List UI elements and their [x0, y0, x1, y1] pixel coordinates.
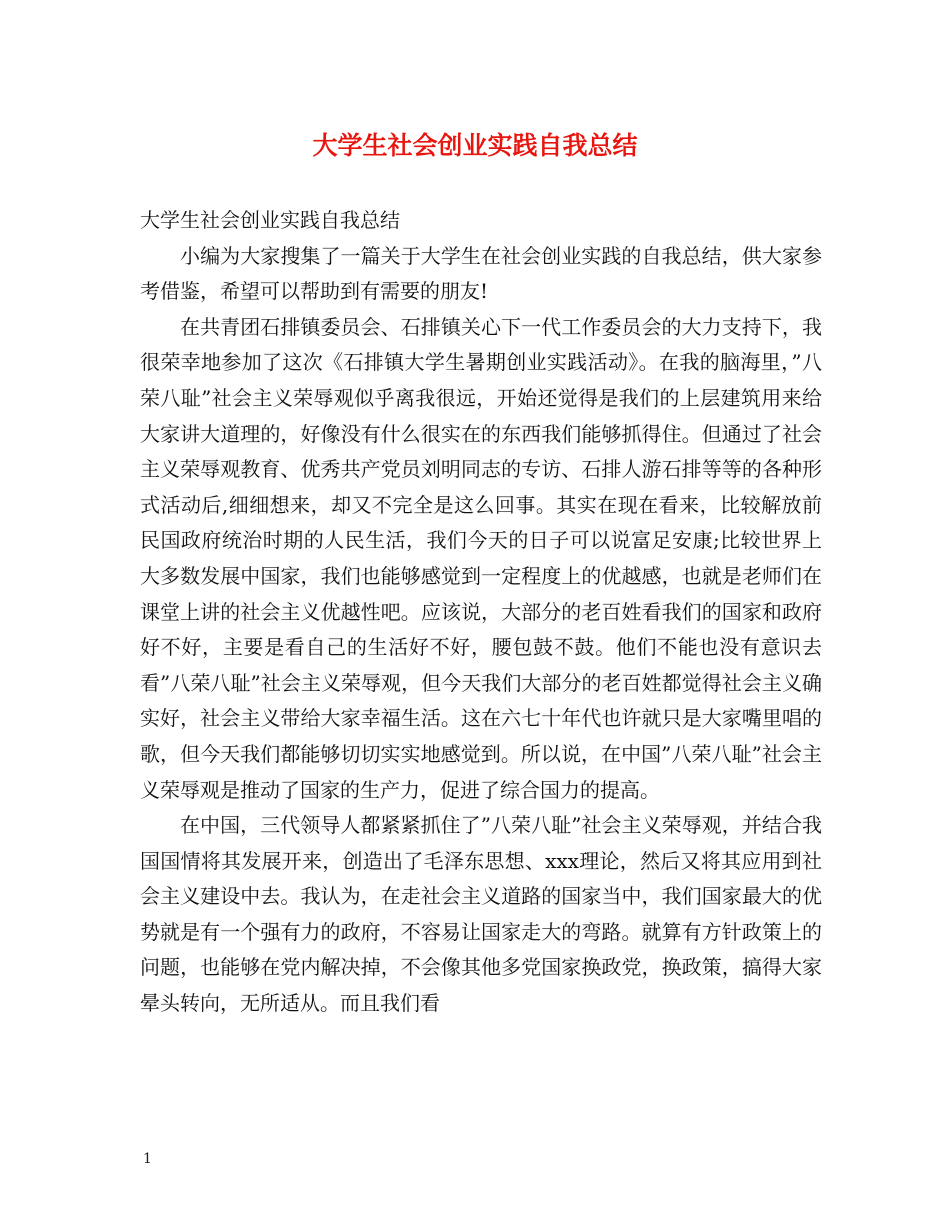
paragraph-intro: 小编为大家搜集了一篇关于大学生在社会创业实践的自我总结，供大家参考借鉴，希望可以帮助到有需要的朋友! — [140, 243, 822, 304]
document-subtitle: 大学生社会创业实践自我总结 — [140, 208, 400, 232]
document-body — [140, 203, 822, 1022]
document-title: 大学生社会创业实践自我总结 — [312, 131, 638, 160]
paragraph-body-2: 在中国，三代领导人都紧紧抓住了”八荣八耻”社会主义荣辱观，并结合我国国情将其发展开来，创造出了毛泽东思想、xxx理论，然后又将其应用到社会主义建设中去。我认为，在走社会主义道路的国家当中，我们国家最大的优势就是有一个强有力的政府，不容易让国家走大的弯路。就算有方针政策上的问题，也能够在党内解决掉，不会像其他多党国家换政党，换政策，搞得大家晕头转向，无所适从。而且我们看 — [140, 813, 822, 1016]
paragraph-body-1: 在共青团石排镇委员会、石排镇关心下一代工作委员会的大力支持下，我很荣幸地参加了这次《石排镇大学生暑期创业实践活动》。在我的脑海里，”八荣八耻”社会主义荣辱观似乎离我很远，开始还觉得是我们的上层建筑用来给大家讲大道理的，好像没有什么很实在的东西我们能够抓得住。但通过了社会主义荣辱观教育、优秀共产党员刘明同志的专访、石排人游石排等等的各种形式活动后,细细想来，却又不完全是这么回事。其实在现在看来，比较解放前民国政府统治时期的人民生活，我们今天的日子可以说富足安康;比较世界上大多数发展中国家，我们也能够感觉到一定程度上的优越感，也就是老师们在课堂上讲的社会主义优越性吧。应该说，大部分的老百姓看我们的国家和政府好不好，主要是看自己的生活好不好，腰包鼓不鼓。他们不能也没有意识去看”八荣八耻”社会主义荣辱观，但今天我们大部分的老百姓都觉得社会主义确实好，社会主义带给大家幸福生活。这在六七十年代也许就只是大家嘴里唱的歌，但今天我们都能够切切实实地感觉到。所以说，在中国”八荣八耻”社会主义荣辱观是推动了国家的生产力，促进了综合国力的提高。 — [140, 314, 822, 802]
page-number: 1 — [143, 1151, 152, 1167]
